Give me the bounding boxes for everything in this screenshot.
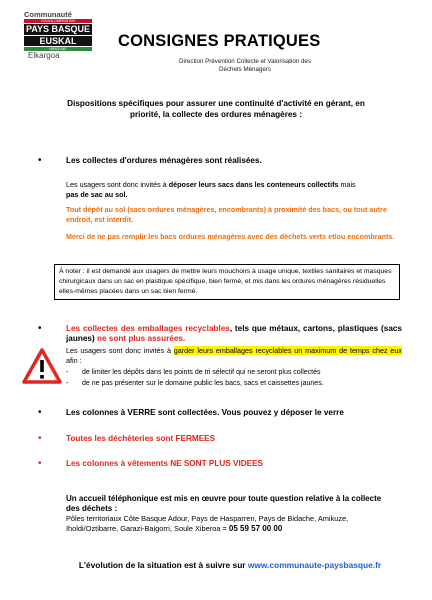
text: Les usagers sont donc invités à <box>66 346 174 355</box>
bullet-icon: • <box>38 155 42 166</box>
text: Les usagers sont donc invités à <box>66 180 169 189</box>
list-item-text: de ne pas présenter sur le domaine public les bacs, sacs et caissettes jaunes. <box>82 380 324 387</box>
bullet-icon: • <box>38 458 42 469</box>
subtitle-line-1: Direction Prévention Collecte et Valorisation des <box>179 58 311 65</box>
logo-line-5: HIRIGUNE <box>24 47 92 51</box>
text-bold: déposer leurs sacs dans les conteneurs collectifs <box>168 180 339 189</box>
page-title: CONSIGNES PRATIQUES <box>118 32 321 50</box>
list-item <box>66 379 324 388</box>
dash-icon: - <box>66 369 69 376</box>
section-heading-emballages <box>66 324 402 344</box>
logo-line-4: EUSKAL <box>24 36 92 46</box>
warning-icon <box>22 348 62 384</box>
footer <box>60 560 400 570</box>
section-heading-vetements: Les colonnes à vêtements NE SONT PLUS VIDEES <box>66 459 264 468</box>
warning-text-dechets-verts: Merci de ne pas remplir les bacs ordures ménagères avec des déchets verts et/ou encombrants. <box>66 232 395 241</box>
subtitle-line-2: Déchets Ménagers <box>219 66 271 73</box>
intro-line-1: Dispositions spécifiques pour assurer une continuité d'activité en gérant, en <box>67 99 365 108</box>
list-item <box>66 368 321 377</box>
footer-text: L'évolution de la situation est à suivre sur <box>78 560 248 570</box>
intro-text <box>48 98 384 120</box>
section-heading-decheteries: Toutes les déchèteries sont FERMEES <box>66 434 216 443</box>
bullet-icon: • <box>38 433 42 444</box>
logo <box>22 10 94 61</box>
contact-heading: Un accueil téléphonique est mis en œuvre pour toute question relative à la collecte des déchets : <box>66 494 382 513</box>
intro-line-2: priorité, la collecte des ordures ménagères : <box>129 110 302 119</box>
bullet-icon: • <box>38 323 42 334</box>
note-box: À noter : il est demandé aux usagers de mettre leurs mouchoirs à usage unique, textiles sanitaires et masques chirurgicaux dans un sac en plastique spécifique, bien fermé, et mis dans les ordures ménagères résiduelles elles-mêmes placées dans un sac bien fermé. <box>54 264 400 300</box>
page-subtitle <box>150 58 340 74</box>
logo-line-6: Elkargoa <box>28 51 60 60</box>
list-item-text: de limiter les dépôts dans les points de tri sélectif qui ne seront plus collectés <box>82 369 321 376</box>
section-paragraph <box>66 346 402 366</box>
text: afin : <box>66 356 82 365</box>
phone-number: 05 59 57 00 00 <box>228 524 283 533</box>
website-link[interactable]: www.communaute-paysbasque.fr <box>247 560 382 570</box>
bullet-icon: • <box>38 407 42 418</box>
heading-red: Les collectes des emballages recyclables <box>66 324 230 333</box>
section-heading-ordures: Les collectes d'ordures ménagères sont réalisées. <box>66 156 262 165</box>
highlighted-text: garder leurs emballages recyclables un maximum de temps chez eux <box>173 346 402 355</box>
logo-line-1: Communauté <box>24 10 72 19</box>
section-heading-verre: Les colonnes à VERRE sont collectées. Vous pouvez y déposer le verre <box>66 408 344 417</box>
contact-poles: Pôles territoriaux Côte Basque Adour, Pays de Hasparren, Pays de Bidache, Amikuze, Iholdi/Oztibarre, Garazi-Baigorri, Soule Xiberoa = <box>66 514 349 533</box>
contact-text <box>66 514 392 534</box>
contact-info <box>66 494 392 534</box>
logo-line-3: PAYS BASQUE <box>25 24 91 34</box>
warning-text-depot: Tout dépôt au sol (sacs ordures ménagères, encombrants) à proximité des bacs, ou tout autre endroit, est interdit. <box>66 205 387 224</box>
heading-black: , tels que métaux, cartons, plastiques (sacs jaunes) <box>66 324 402 343</box>
logo-line-2: D'AGGLOMÉRATION <box>24 19 92 23</box>
heading-red: ne sont plus assurées. <box>96 334 186 343</box>
text-bold: pas de sac au sol. <box>66 190 128 199</box>
dash-icon: - <box>66 380 69 387</box>
text: mais <box>338 180 356 189</box>
section-paragraph <box>66 180 402 200</box>
